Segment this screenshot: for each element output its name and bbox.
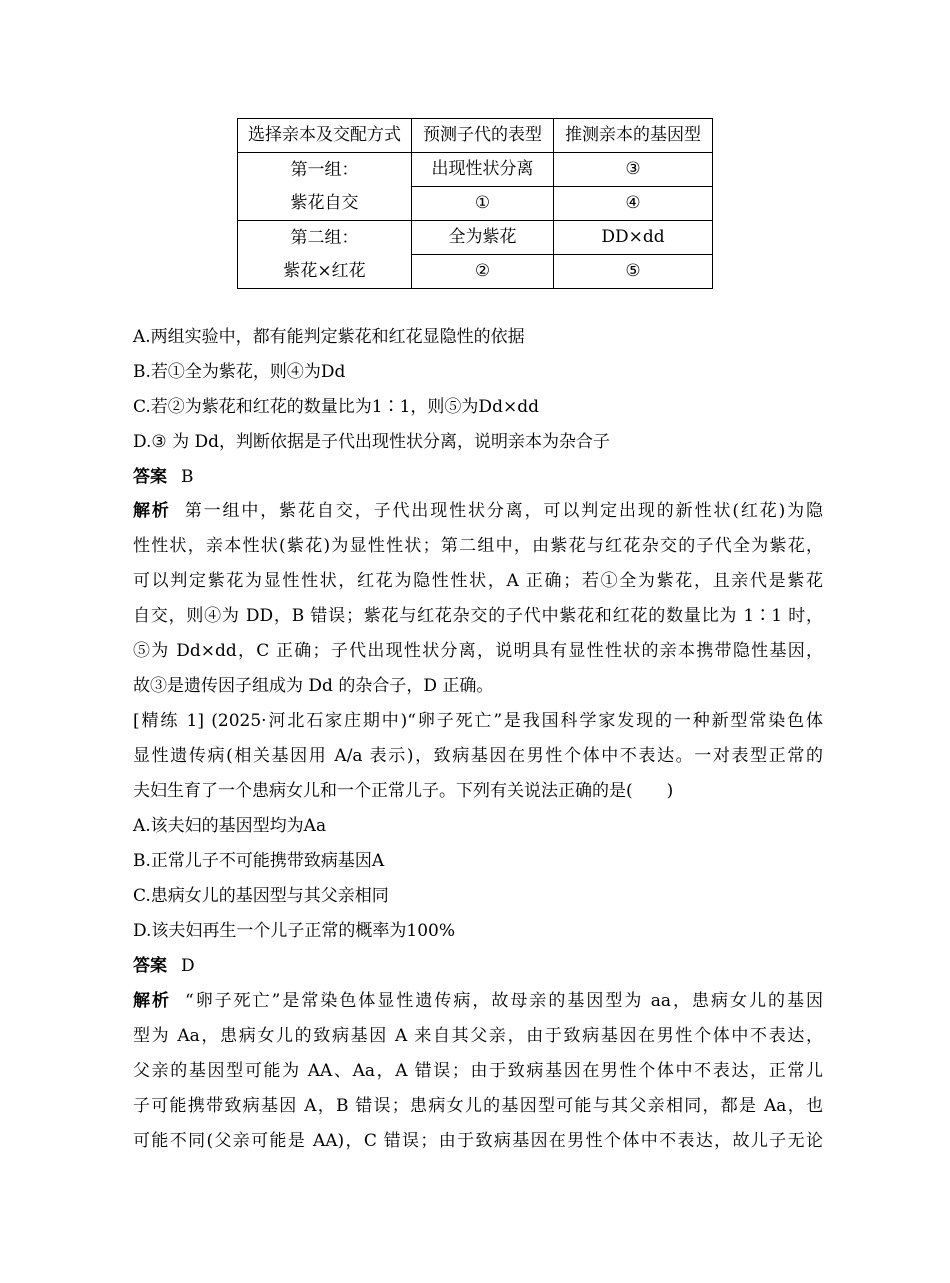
q1-option-a: A.两组实验中，都有能判定紫花和红花显隐性的依据 <box>133 327 525 347</box>
q2-option-d: D.该夫妇再生一个儿子正常的概率为100% <box>133 921 456 941</box>
table-header-cell: 预测子代的表型 <box>412 119 554 153</box>
table-cell: ① <box>412 187 554 221</box>
table-cell: DD×dd <box>553 221 712 255</box>
q2-option-c: C.患病女儿的基因型与其父亲相同 <box>133 886 389 906</box>
table-cell: 全为紫花 <box>412 221 554 255</box>
table-cell: ② <box>412 255 554 289</box>
group2-label-line: 第二组： <box>290 227 359 248</box>
answer-label: 答案 <box>133 956 167 976</box>
table-header-cell: 选择亲本及交配方式 <box>238 119 412 153</box>
q2-option-a: A.该夫妇的基因型均为Aa <box>133 816 327 836</box>
q1-analysis-line: 故③是遗传因子组成为 Dd 的杂合子，D 正确。 <box>133 676 494 696</box>
q2-analysis-line: 型为 Aa，患病女儿的致病基因 A 来自其父亲，由于致病基因在男性个体中不表达， <box>133 1026 823 1046</box>
group1-label-line: 紫花自交 <box>290 192 359 213</box>
analysis-text: “卵子死亡”是常染色体显性遗传病，故母亲的基因型为 aa，患病女儿的基因 <box>185 991 823 1011</box>
genetics-table <box>237 118 713 289</box>
q2-analysis-line: 父亲的基因型可能为 AA、Aa，A 错误；由于致病基因在男性个体中不表达，正常儿 <box>133 1061 823 1081</box>
table-row <box>238 153 713 187</box>
table-row <box>238 221 713 255</box>
q2-analysis-line <box>133 989 823 1013</box>
q2-stem-line: 夫妇生育了一个患病女儿和一个正常儿子。下列有关说法正确的是( ) <box>133 781 674 801</box>
answer-value: D <box>181 956 195 976</box>
q2-stem-line: [精练 1] (2025·河北石家庄期中)“卵子死亡”是我国科学家发现的一种新型常染色体 <box>133 711 823 731</box>
group1-label-cell <box>238 153 412 221</box>
q2-option-b: B.正常儿子不可能携带致病基因A <box>133 851 385 871</box>
group1-label-line: 第一组： <box>290 159 359 180</box>
q2-answer <box>133 954 823 978</box>
table-cell: ④ <box>553 187 712 221</box>
q1-analysis-line: 性性状，亲本性状(紫花)为显性性状；第二组中，由紫花与红花杂交的子代全为紫花， <box>133 536 823 556</box>
q1-analysis-line: 自交，则④为 DD，B 错误；紫花与红花杂交的子代中紫花和红花的数量比为 1∶1 时， <box>133 606 823 626</box>
q1-answer <box>133 465 823 489</box>
analysis-label: 解析 <box>133 501 171 521</box>
q2-analysis-line: 子可能携带致病基因 A，B 错误；患病女儿的基因型可能与其父亲相同，都是 Aa，也 <box>133 1096 823 1116</box>
q1-analysis-line: 可以判定紫花为显性性状，红花为隐性性状，A 正确；若①全为紫花，且亲代是紫花 <box>133 571 823 591</box>
q1-analysis-line: ⑤为 Dd×dd，C 正确；子代出现性状分离，说明具有显性性状的亲本携带隐性基因， <box>133 641 823 661</box>
answer-label: 答案 <box>133 467 167 487</box>
analysis-text: 第一组中，紫花自交，子代出现性状分离，可以判定出现的新性状(红花)为隐 <box>184 501 824 521</box>
table-cell: ③ <box>553 153 712 187</box>
table-header-cell: 推测亲本的基因型 <box>553 119 712 153</box>
q1-option-c: C.若②为紫花和红花的数量比为1∶1，则⑤为Dd×dd <box>133 397 539 417</box>
group2-label-cell <box>238 221 412 289</box>
q2-analysis-line: 可能不同(父亲可能是 AA)，C 错误；由于致病基因在男性个体中不表达，故儿子无论 <box>133 1131 823 1151</box>
analysis-label: 解析 <box>133 991 171 1011</box>
q2-stem-line: 显性遗传病(相关基因用 A/a 表示)，致病基因在男性个体中不表达。一对表型正常的 <box>133 746 823 766</box>
q1-option-d: D.③ 为 Dd，判断依据是子代出现性状分离，说明亲本为杂合子 <box>133 432 610 452</box>
table-header-row <box>238 119 713 153</box>
table-cell: ⑤ <box>553 255 712 289</box>
table-cell: 出现性状分离 <box>412 153 554 187</box>
q1-option-b: B.若①全为紫花，则④为Dd <box>133 362 346 382</box>
group2-label-line: 紫花×红花 <box>283 260 366 281</box>
q1-analysis-line <box>133 499 823 523</box>
answer-value: B <box>181 467 194 487</box>
